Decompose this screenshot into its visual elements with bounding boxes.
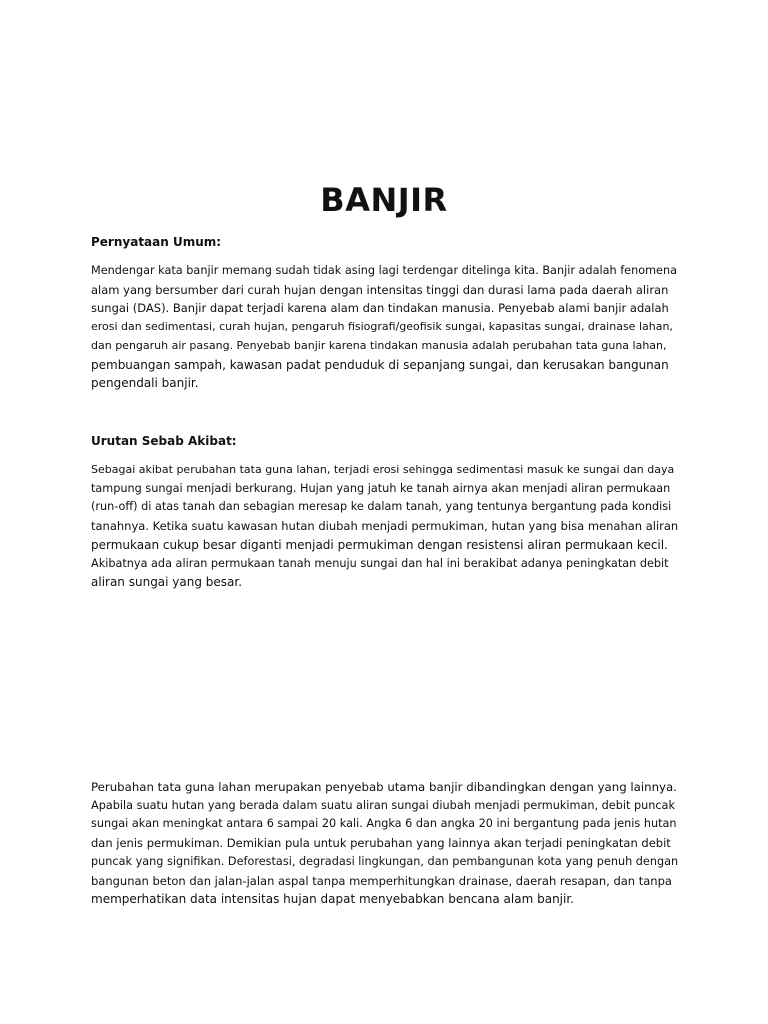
paragraph-line: dan pengaruh air pasang. Penyebab banjir karena tindakan manusia adalah perubahan tata guna lahan, xyxy=(91,338,667,352)
section-heading-urutan-sebab-akibat: Urutan Sebab Akibat: xyxy=(91,434,237,448)
paragraph-line: memperhatikan data intensitas hujan dapat menyebabkan bencana alam banjir. xyxy=(91,892,574,907)
paragraph-line: pengendali banjir. xyxy=(91,376,199,391)
paragraph-line: Akibatnya ada aliran permukaan tanah menuju sungai dan hal ini berakibat adanya peningkatan debit xyxy=(91,556,669,570)
paragraph-line: erosi dan sedimentasi, curah hujan, pengaruh fisiografi/geofisik sungai, kapasitas sungai, drainase lahan, xyxy=(91,320,673,334)
paragraph-urutan-sebab-akibat xyxy=(91,461,679,592)
paragraph-line: alam yang bersumber dari curah hujan dengan intensitas tinggi dan durasi lama pada daerah aliran xyxy=(91,282,669,297)
paragraph-line: permukaan cukup besar diganti menjadi permukiman dengan resistensi aliran permukaan kecil. xyxy=(91,537,668,552)
paragraph-line: aliran sungai yang besar. xyxy=(91,575,243,590)
paragraph-line: bangunan beton dan jalan-jalan aspal tanpa memperhitungkan drainase, daerah resapan, dan tanpa xyxy=(91,873,672,888)
paragraph-line: sungai akan meningkat antara 6 sampai 20 kali. Angka 6 dan angka 20 ini bergantung pada jenis hutan xyxy=(91,817,677,831)
paragraph-line: puncak yang signifikan. Deforestasi, degradasi lingkungan, dan pembangunan kota yang penuh dengan xyxy=(91,854,679,868)
paragraph-line: Sebagai akibat perubahan tata guna lahan, terjadi erosi sehingga sedimentasi masuk ke sungai dan daya xyxy=(91,463,675,476)
paragraph-line: Apabila suatu hutan yang berada dalam suatu aliran sungai diubah menjadi permukiman, debit puncak xyxy=(91,798,675,812)
paragraph-line: tampung sungai menjadi berkurang. Hujan yang jatuh ke tanah airnya akan menjadi aliran permukaan xyxy=(91,481,671,495)
paragraph-line: tanahnya. Ketika suatu kawasan hutan diubah menjadi permukiman, hutan yang bisa menahan aliran xyxy=(91,519,679,534)
paragraph-line: Perubahan tata guna lahan merupakan penyebab utama banjir dibandingkan dengan yang lainnya. xyxy=(91,780,677,794)
paragraph-line: dan jenis permukiman. Demikian pula untuk perubahan yang lainnya akan terjadi peningkatan debit xyxy=(91,836,671,851)
paragraph-perubahan-tata-guna-lahan xyxy=(91,778,679,909)
paragraph-line: Mendengar kata banjir memang sudah tidak asing lagi terdengar ditelinga kita. Banjir adalah fenomena xyxy=(91,264,677,277)
document-title: BANJIR xyxy=(320,181,448,219)
section-heading-pernyataan-umum: Pernyataan Umum: xyxy=(91,235,222,249)
paragraph-line: sungai (DAS). Banjir dapat terjadi karena alam dan tindakan manusia. Penyebab alami banjir adalah xyxy=(91,301,669,316)
paragraph-pernyataan-umum xyxy=(91,262,679,393)
paragraph-line: pembuangan sampah, kawasan padat penduduk di sepanjang sungai, dan kerusakan bangunan xyxy=(91,357,669,372)
paragraph-line: (run-off) di atas tanah dan sebagian meresap ke dalam tanah, yang tentunya bergantung pada kondisi xyxy=(91,500,672,514)
